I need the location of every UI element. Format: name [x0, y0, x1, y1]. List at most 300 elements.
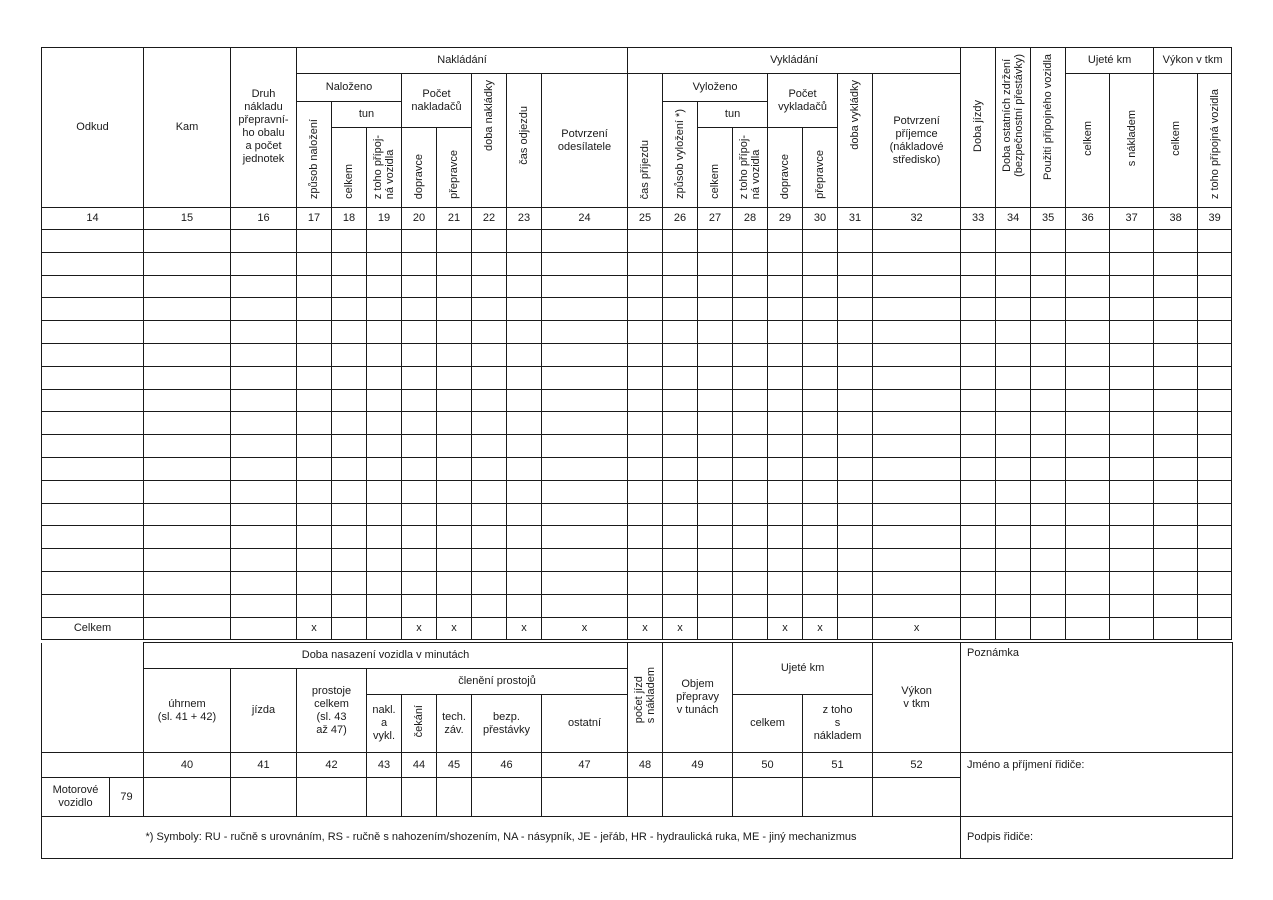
table-cell[interactable] — [1066, 321, 1110, 344]
table-cell[interactable] — [698, 412, 733, 435]
table-cell[interactable] — [437, 230, 472, 253]
table-cell[interactable] — [507, 389, 542, 412]
table-cell[interactable] — [297, 412, 332, 435]
table-cell[interactable] — [507, 503, 542, 526]
table-cell[interactable] — [472, 457, 507, 480]
table-cell[interactable] — [1066, 275, 1110, 298]
table-cell[interactable] — [437, 526, 472, 549]
table-cell[interactable] — [1110, 457, 1154, 480]
table-cell[interactable] — [231, 366, 297, 389]
table-cell[interactable] — [437, 366, 472, 389]
table-cell[interactable] — [1198, 275, 1232, 298]
table-cell[interactable] — [297, 252, 332, 275]
table-cell[interactable] — [768, 549, 803, 572]
table-cell[interactable] — [1031, 549, 1066, 572]
table-cell[interactable] — [698, 435, 733, 458]
table-cell[interactable] — [144, 389, 231, 412]
table-cell[interactable] — [768, 412, 803, 435]
table-cell[interactable] — [803, 275, 838, 298]
table-cell[interactable] — [1154, 571, 1198, 594]
table-cell[interactable] — [733, 298, 768, 321]
table-cell[interactable] — [231, 526, 297, 549]
table-cell[interactable] — [1031, 366, 1066, 389]
table-cell[interactable] — [1110, 298, 1154, 321]
table-cell[interactable] — [507, 298, 542, 321]
value-48[interactable] — [628, 778, 663, 817]
table-cell[interactable] — [663, 549, 698, 572]
table-cell[interactable] — [1066, 389, 1110, 412]
totals-cell[interactable] — [733, 617, 768, 639]
table-cell[interactable] — [472, 366, 507, 389]
table-cell[interactable] — [332, 389, 367, 412]
table-cell[interactable] — [1198, 252, 1232, 275]
table-cell[interactable] — [437, 412, 472, 435]
table-cell[interactable] — [1066, 594, 1110, 617]
table-cell[interactable] — [297, 526, 332, 549]
table-cell[interactable] — [332, 435, 367, 458]
table-cell[interactable] — [961, 252, 996, 275]
table-cell[interactable] — [297, 275, 332, 298]
table-cell[interactable] — [803, 230, 838, 253]
table-cell[interactable] — [542, 503, 628, 526]
table-cell[interactable] — [733, 343, 768, 366]
table-cell[interactable] — [42, 252, 144, 275]
table-cell[interactable] — [733, 412, 768, 435]
table-cell[interactable] — [733, 321, 768, 344]
table-cell[interactable] — [1198, 571, 1232, 594]
totals-cell[interactable] — [144, 617, 231, 639]
table-cell[interactable] — [628, 412, 663, 435]
table-cell[interactable] — [472, 230, 507, 253]
table-cell[interactable] — [961, 457, 996, 480]
table-cell[interactable] — [996, 389, 1031, 412]
table-cell[interactable] — [698, 252, 733, 275]
table-cell[interactable] — [144, 412, 231, 435]
table-cell[interactable] — [961, 549, 996, 572]
table-cell[interactable] — [838, 549, 873, 572]
poznamka-field[interactable]: Poznámka — [961, 643, 1233, 753]
table-cell[interactable] — [996, 526, 1031, 549]
table-cell[interactable] — [367, 321, 402, 344]
table-cell[interactable] — [472, 571, 507, 594]
table-cell[interactable] — [663, 230, 698, 253]
table-cell[interactable] — [144, 457, 231, 480]
table-cell[interactable] — [628, 549, 663, 572]
table-cell[interactable] — [1031, 343, 1066, 366]
table-cell[interactable] — [297, 503, 332, 526]
table-cell[interactable] — [42, 343, 144, 366]
table-cell[interactable] — [1031, 230, 1066, 253]
table-cell[interactable] — [663, 275, 698, 298]
table-cell[interactable] — [144, 252, 231, 275]
table-cell[interactable] — [768, 366, 803, 389]
table-cell[interactable] — [768, 594, 803, 617]
table-cell[interactable] — [297, 549, 332, 572]
value-42[interactable] — [297, 778, 367, 817]
table-cell[interactable] — [367, 343, 402, 366]
table-cell[interactable] — [1066, 412, 1110, 435]
table-cell[interactable] — [507, 275, 542, 298]
table-cell[interactable] — [42, 298, 144, 321]
table-cell[interactable] — [628, 571, 663, 594]
table-cell[interactable] — [42, 594, 144, 617]
table-cell[interactable] — [803, 252, 838, 275]
table-cell[interactable] — [367, 389, 402, 412]
totals-cell[interactable] — [1154, 617, 1198, 639]
table-cell[interactable] — [873, 230, 961, 253]
table-cell[interactable] — [838, 275, 873, 298]
table-cell[interactable] — [1066, 435, 1110, 458]
table-cell[interactable] — [1154, 549, 1198, 572]
table-cell[interactable] — [507, 343, 542, 366]
table-cell[interactable] — [838, 480, 873, 503]
table-cell[interactable] — [1031, 503, 1066, 526]
table-cell[interactable] — [663, 503, 698, 526]
table-cell[interactable] — [507, 571, 542, 594]
table-cell[interactable] — [768, 526, 803, 549]
table-cell[interactable] — [332, 457, 367, 480]
table-cell[interactable] — [507, 230, 542, 253]
table-cell[interactable] — [628, 343, 663, 366]
table-cell[interactable] — [803, 298, 838, 321]
table-cell[interactable] — [1110, 321, 1154, 344]
table-cell[interactable] — [437, 503, 472, 526]
table-cell[interactable] — [873, 435, 961, 458]
table-cell[interactable] — [542, 275, 628, 298]
table-cell[interactable] — [332, 252, 367, 275]
table-cell[interactable] — [996, 594, 1031, 617]
table-cell[interactable] — [1110, 343, 1154, 366]
table-cell[interactable] — [42, 412, 144, 435]
table-cell[interactable] — [996, 503, 1031, 526]
table-cell[interactable] — [402, 366, 437, 389]
table-cell[interactable] — [367, 549, 402, 572]
table-cell[interactable] — [1066, 252, 1110, 275]
totals-cell[interactable] — [1031, 617, 1066, 639]
table-cell[interactable] — [1198, 526, 1232, 549]
table-cell[interactable] — [542, 594, 628, 617]
totals-cell[interactable] — [838, 617, 873, 639]
table-cell[interactable] — [542, 457, 628, 480]
table-cell[interactable] — [1198, 343, 1232, 366]
table-cell[interactable] — [698, 503, 733, 526]
table-cell[interactable] — [1198, 594, 1232, 617]
table-cell[interactable] — [542, 252, 628, 275]
table-cell[interactable] — [402, 343, 437, 366]
table-cell[interactable] — [1198, 503, 1232, 526]
value-44[interactable] — [402, 778, 437, 817]
table-cell[interactable] — [1031, 389, 1066, 412]
value-45[interactable] — [437, 778, 472, 817]
table-cell[interactable] — [961, 435, 996, 458]
table-cell[interactable] — [838, 298, 873, 321]
table-cell[interactable] — [144, 343, 231, 366]
table-cell[interactable] — [698, 480, 733, 503]
table-cell[interactable] — [663, 594, 698, 617]
table-cell[interactable] — [838, 366, 873, 389]
table-cell[interactable] — [1154, 321, 1198, 344]
table-cell[interactable] — [1198, 412, 1232, 435]
table-cell[interactable] — [1198, 457, 1232, 480]
table-cell[interactable] — [542, 321, 628, 344]
table-cell[interactable] — [367, 366, 402, 389]
table-cell[interactable] — [1031, 412, 1066, 435]
table-cell[interactable] — [873, 343, 961, 366]
table-cell[interactable] — [367, 412, 402, 435]
table-cell[interactable] — [297, 298, 332, 321]
table-cell[interactable] — [698, 321, 733, 344]
table-cell[interactable] — [733, 252, 768, 275]
table-cell[interactable] — [437, 275, 472, 298]
table-cell[interactable] — [144, 275, 231, 298]
table-cell[interactable] — [803, 366, 838, 389]
table-cell[interactable] — [402, 252, 437, 275]
table-cell[interactable] — [231, 457, 297, 480]
table-cell[interactable] — [1066, 526, 1110, 549]
table-cell[interactable] — [698, 343, 733, 366]
totals-cell[interactable] — [961, 617, 996, 639]
table-cell[interactable] — [437, 571, 472, 594]
table-cell[interactable] — [437, 321, 472, 344]
table-cell[interactable] — [838, 571, 873, 594]
table-cell[interactable] — [367, 252, 402, 275]
table-cell[interactable] — [367, 480, 402, 503]
table-cell[interactable] — [42, 571, 144, 594]
table-cell[interactable] — [838, 457, 873, 480]
table-cell[interactable] — [1031, 275, 1066, 298]
table-cell[interactable] — [768, 389, 803, 412]
table-cell[interactable] — [1154, 275, 1198, 298]
table-cell[interactable] — [768, 435, 803, 458]
table-cell[interactable] — [663, 412, 698, 435]
table-cell[interactable] — [1066, 480, 1110, 503]
table-cell[interactable] — [1154, 526, 1198, 549]
table-cell[interactable] — [542, 549, 628, 572]
table-cell[interactable] — [144, 594, 231, 617]
table-cell[interactable] — [628, 594, 663, 617]
table-cell[interactable] — [1066, 298, 1110, 321]
table-cell[interactable] — [1154, 594, 1198, 617]
table-cell[interactable] — [1110, 594, 1154, 617]
table-cell[interactable] — [367, 594, 402, 617]
table-cell[interactable] — [332, 230, 367, 253]
table-cell[interactable] — [733, 571, 768, 594]
table-cell[interactable] — [996, 230, 1031, 253]
table-cell[interactable] — [507, 526, 542, 549]
value-43[interactable] — [367, 778, 402, 817]
table-cell[interactable] — [231, 594, 297, 617]
table-cell[interactable] — [332, 480, 367, 503]
table-cell[interactable] — [1110, 275, 1154, 298]
table-cell[interactable] — [733, 457, 768, 480]
table-cell[interactable] — [996, 298, 1031, 321]
table-cell[interactable] — [628, 321, 663, 344]
table-cell[interactable] — [733, 503, 768, 526]
table-cell[interactable] — [1110, 389, 1154, 412]
table-cell[interactable] — [663, 457, 698, 480]
table-cell[interactable] — [873, 252, 961, 275]
table-cell[interactable] — [733, 389, 768, 412]
totals-cell[interactable] — [698, 617, 733, 639]
table-cell[interactable] — [297, 321, 332, 344]
table-cell[interactable] — [803, 526, 838, 549]
table-cell[interactable] — [297, 457, 332, 480]
table-cell[interactable] — [297, 480, 332, 503]
table-cell[interactable] — [472, 321, 507, 344]
table-cell[interactable] — [996, 480, 1031, 503]
table-cell[interactable] — [698, 230, 733, 253]
table-cell[interactable] — [1154, 252, 1198, 275]
table-cell[interactable] — [472, 275, 507, 298]
table-cell[interactable] — [873, 298, 961, 321]
table-cell[interactable] — [996, 252, 1031, 275]
table-cell[interactable] — [402, 389, 437, 412]
table-cell[interactable] — [367, 230, 402, 253]
table-cell[interactable] — [1031, 321, 1066, 344]
table-cell[interactable] — [628, 480, 663, 503]
table-cell[interactable] — [628, 252, 663, 275]
table-cell[interactable] — [996, 435, 1031, 458]
table-cell[interactable] — [628, 230, 663, 253]
table-cell[interactable] — [231, 435, 297, 458]
table-cell[interactable] — [42, 526, 144, 549]
table-cell[interactable] — [961, 571, 996, 594]
table-cell[interactable] — [873, 503, 961, 526]
table-cell[interactable] — [297, 230, 332, 253]
table-cell[interactable] — [733, 526, 768, 549]
table-cell[interactable] — [1110, 503, 1154, 526]
table-cell[interactable] — [1154, 457, 1198, 480]
table-cell[interactable] — [961, 366, 996, 389]
table-cell[interactable] — [698, 549, 733, 572]
table-cell[interactable] — [961, 480, 996, 503]
table-cell[interactable] — [961, 343, 996, 366]
value-52[interactable] — [873, 778, 961, 817]
table-cell[interactable] — [768, 457, 803, 480]
table-cell[interactable] — [42, 503, 144, 526]
table-cell[interactable] — [663, 343, 698, 366]
table-cell[interactable] — [733, 594, 768, 617]
table-cell[interactable] — [332, 503, 367, 526]
table-cell[interactable] — [367, 571, 402, 594]
table-cell[interactable] — [231, 321, 297, 344]
table-cell[interactable] — [472, 503, 507, 526]
table-cell[interactable] — [402, 503, 437, 526]
table-cell[interactable] — [996, 457, 1031, 480]
table-cell[interactable] — [472, 412, 507, 435]
table-cell[interactable] — [768, 275, 803, 298]
table-cell[interactable] — [1154, 503, 1198, 526]
table-cell[interactable] — [231, 389, 297, 412]
table-cell[interactable] — [961, 526, 996, 549]
table-cell[interactable] — [1154, 366, 1198, 389]
table-cell[interactable] — [961, 412, 996, 435]
table-cell[interactable] — [628, 526, 663, 549]
table-cell[interactable] — [367, 435, 402, 458]
table-cell[interactable] — [42, 480, 144, 503]
table-cell[interactable] — [332, 343, 367, 366]
table-cell[interactable] — [838, 526, 873, 549]
table-cell[interactable] — [961, 503, 996, 526]
value-51[interactable] — [803, 778, 873, 817]
table-cell[interactable] — [803, 571, 838, 594]
table-cell[interactable] — [961, 298, 996, 321]
table-cell[interactable] — [996, 549, 1031, 572]
table-cell[interactable] — [332, 275, 367, 298]
table-cell[interactable] — [402, 230, 437, 253]
table-cell[interactable] — [1031, 457, 1066, 480]
table-cell[interactable] — [42, 457, 144, 480]
table-cell[interactable] — [838, 435, 873, 458]
table-cell[interactable] — [402, 571, 437, 594]
table-cell[interactable] — [472, 549, 507, 572]
table-cell[interactable] — [663, 571, 698, 594]
table-cell[interactable] — [144, 549, 231, 572]
table-cell[interactable] — [1031, 594, 1066, 617]
table-cell[interactable] — [996, 412, 1031, 435]
table-cell[interactable] — [542, 389, 628, 412]
totals-cell[interactable] — [1198, 617, 1232, 639]
table-cell[interactable] — [367, 298, 402, 321]
table-cell[interactable] — [663, 435, 698, 458]
value-49[interactable] — [663, 778, 733, 817]
table-cell[interactable] — [42, 549, 144, 572]
table-cell[interactable] — [332, 298, 367, 321]
table-cell[interactable] — [838, 252, 873, 275]
table-cell[interactable] — [1198, 230, 1232, 253]
table-cell[interactable] — [698, 389, 733, 412]
table-cell[interactable] — [507, 321, 542, 344]
table-cell[interactable] — [698, 457, 733, 480]
totals-cell[interactable] — [996, 617, 1031, 639]
table-cell[interactable] — [542, 435, 628, 458]
table-cell[interactable] — [961, 275, 996, 298]
table-cell[interactable] — [144, 298, 231, 321]
table-cell[interactable] — [472, 298, 507, 321]
table-cell[interactable] — [628, 435, 663, 458]
table-cell[interactable] — [996, 321, 1031, 344]
table-cell[interactable] — [231, 480, 297, 503]
table-cell[interactable] — [332, 526, 367, 549]
table-cell[interactable] — [838, 503, 873, 526]
table-cell[interactable] — [542, 571, 628, 594]
table-cell[interactable] — [733, 435, 768, 458]
table-cell[interactable] — [1198, 435, 1232, 458]
table-cell[interactable] — [628, 389, 663, 412]
table-cell[interactable] — [1110, 571, 1154, 594]
table-cell[interactable] — [1110, 366, 1154, 389]
table-cell[interactable] — [332, 321, 367, 344]
totals-cell[interactable] — [367, 617, 402, 639]
table-cell[interactable] — [803, 321, 838, 344]
table-cell[interactable] — [698, 526, 733, 549]
table-cell[interactable] — [1198, 389, 1232, 412]
table-cell[interactable] — [402, 526, 437, 549]
table-cell[interactable] — [542, 480, 628, 503]
table-cell[interactable] — [332, 412, 367, 435]
table-cell[interactable] — [1031, 571, 1066, 594]
table-cell[interactable] — [402, 298, 437, 321]
table-cell[interactable] — [402, 275, 437, 298]
table-cell[interactable] — [803, 435, 838, 458]
table-cell[interactable] — [663, 389, 698, 412]
table-cell[interactable] — [1154, 435, 1198, 458]
table-cell[interactable] — [507, 252, 542, 275]
table-cell[interactable] — [144, 321, 231, 344]
table-cell[interactable] — [768, 571, 803, 594]
table-cell[interactable] — [507, 594, 542, 617]
table-cell[interactable] — [437, 252, 472, 275]
